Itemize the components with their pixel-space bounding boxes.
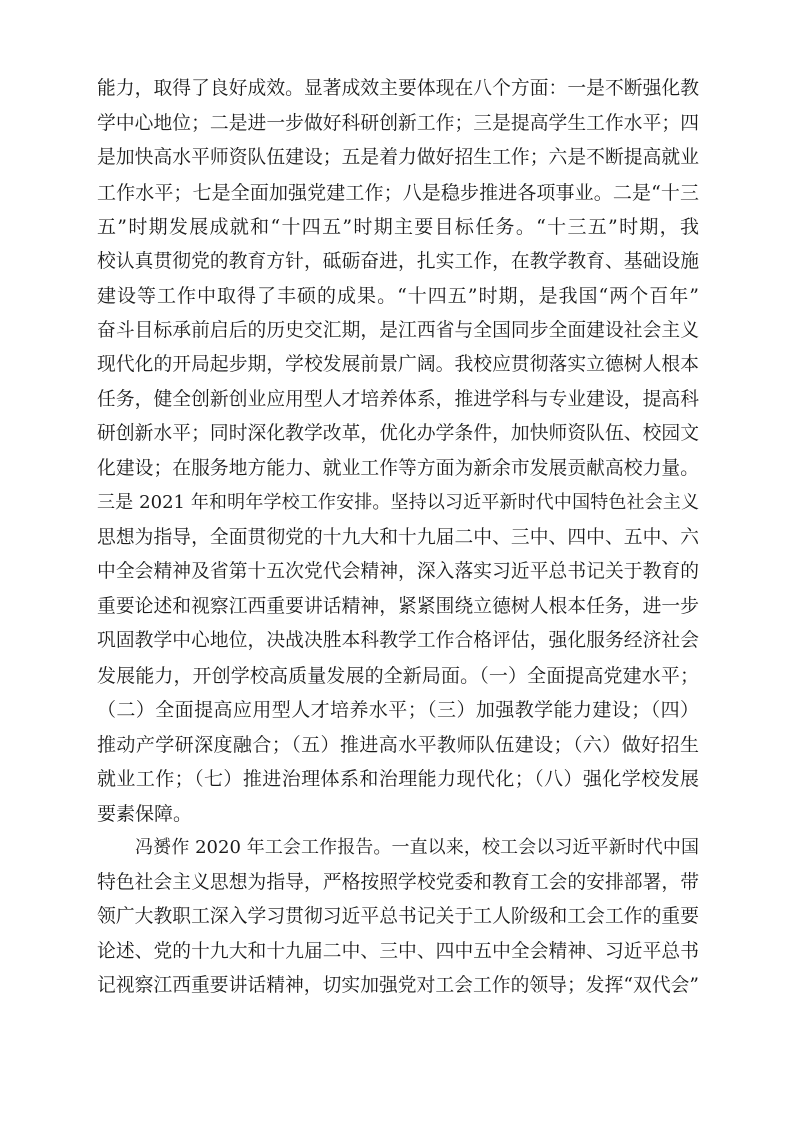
text-line: 思想为指导，全面贯彻党的十九大和十九届二中、三中、四中、五中、六 <box>97 526 699 548</box>
document-body <box>97 72 699 1004</box>
text-line: 三是 2021 年和明年学校工作安排。坚持以习近平新时代中国特色社会主义 <box>97 492 699 513</box>
paragraph-work-report <box>97 72 699 831</box>
text-line: （二）全面提高应用型人才培养水平；（三）加强教学能力建设；（四） <box>97 699 699 721</box>
text-line: 重要论述和视察江西重要讲话精神，紧紧围绕立德树人根本任务，进一步 <box>97 595 699 617</box>
text-line: 记视察江西重要讲话精神，切实加强党对工会工作的领导；发挥“双代会” <box>97 975 699 996</box>
text-line: 现代化的开局起步期，学校发展前景广阔。我校应贯彻落实立德树人根本 <box>97 354 699 375</box>
text-line: 能力，取得了良好成效。显著成效主要体现在八个方面：一是不断强化教 <box>97 78 699 99</box>
text-line: 发展能力，开创学校高质量发展的全新局面。（一）全面提高党建水平； <box>97 664 699 687</box>
paragraph-union-report <box>97 831 699 1004</box>
text-line: 学中心地位；二是进一步做好科研创新工作；三是提高学生工作水平；四 <box>97 112 699 134</box>
text-line: 要素保障。 <box>97 802 193 825</box>
text-line: 推动产学研深度融合；（五）推进高水平教师队伍建设；（六）做好招生 <box>97 733 699 756</box>
text-line: 是加快高水平师资队伍建设；五是着力做好招生工作；六是不断提高就业 <box>97 147 699 168</box>
text-line: 中全会精神及省第十五次党代会精神，深入落实习近平总书记关于教育的 <box>97 561 699 582</box>
text-line: 五”时期发展成就和“十四五”时期主要目标任务。“十三五”时期，我 <box>97 216 699 238</box>
text-line: 奋斗目标承前启后的历史交汇期，是江西省与全国同步全面建设社会主义 <box>97 319 699 341</box>
text-line: 就业工作；（七）推进治理体系和治理能力现代化；（八）强化学校发展 <box>97 768 699 790</box>
text-line: 校认真贯彻党的教育方针，砥砺奋进，扎实工作，在教学教育、基础设施 <box>97 250 699 272</box>
text-line: 任务，健全创新创业应用型人才培养体系，推进学科与专业建设，提高科 <box>97 388 699 410</box>
text-line: 建设等工作中取得了丰硕的成果。“十四五”时期，是我国“两个百年” <box>97 285 699 307</box>
text-line: 化建设；在服务地方能力、就业工作等方面为新余市发展贡献高校力量。 <box>97 457 699 479</box>
text-line: 巩固教学中心地位，决战决胜本科教学工作合格评估，强化服务经济社会 <box>97 630 699 651</box>
text-line: 特色社会主义思想为指导，严格按照学校党委和教育工会的安排部署，带 <box>97 871 699 893</box>
text-line: 工作水平；七是全面加强党建工作；八是稳步推进各项事业。二是“十三 <box>97 181 699 204</box>
text-line: 论述、党的十九大和十九届二中、三中、四中五中全会精神、习近平总书 <box>97 940 699 962</box>
text-line: 冯赟作 2020 年工会工作报告。一直以来，校工会以习近平新时代中国 <box>135 837 699 858</box>
text-line: 领广大教职工深入学习贯彻习近平总书记关于工人阶级和工会工作的重要 <box>97 906 699 927</box>
text-line: 研创新水平；同时深化教学改革，优化办学条件，加快师资队伍、校园文 <box>97 423 699 444</box>
